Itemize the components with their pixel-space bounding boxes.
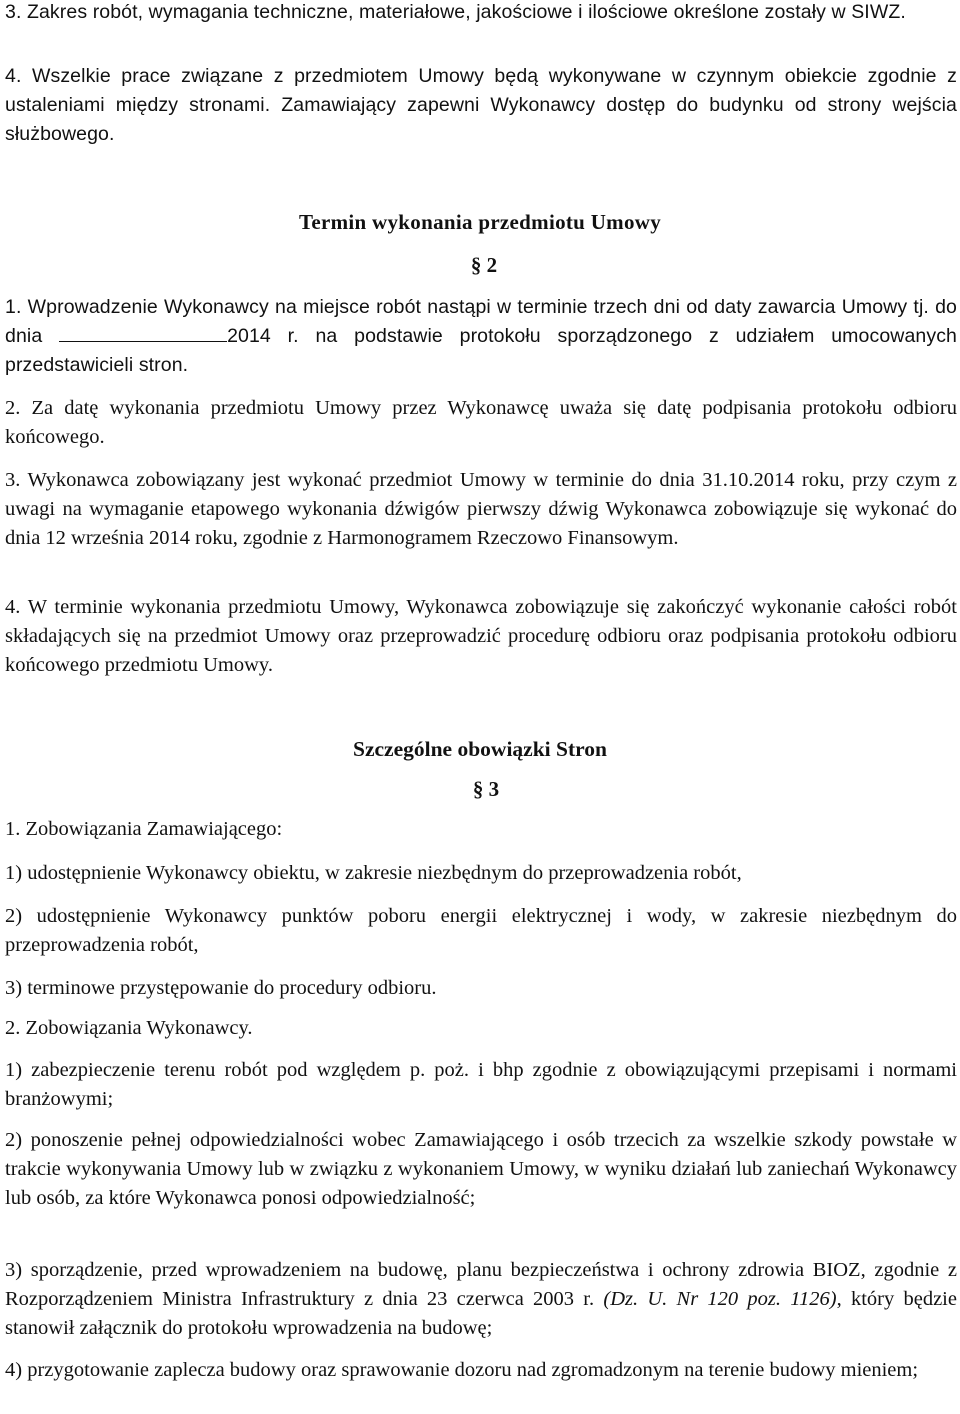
item3-text-before: 3) sporządzenie, przed wprowadzeniem na budowę, planu bezpieczeństwa i ochrony zdrowia BIOZ, zgodnie z Rozporządzeniem Ministra Infrastruktury z dnia 23 czerwca 2003 r. (5, 1259, 957, 1310)
item3-text-after: , który będzie stanowił załącznik do protokołu wprowadzenia na budowę; (5, 1288, 957, 1339)
item3-citation: (Dz. U. Nr 120 poz. 1126) (603, 1288, 837, 1310)
section2-paragraph-1 (5, 293, 957, 380)
wykonawca-item-2: 2) ponoszenie pełnej odpowiedzialności wobec Zamawiającego i osób trzecich za wszelkie szkody powstałe w trakcie wykonywania Umowy lub w związku z wykonaniem Umowy, w wyniku działań lub zaniechań Wykonawcy lub osób, za które Wykonawca ponosi odpowiedzialność; (5, 1129, 957, 1209)
wykonawca-item-1: 1) zabezpieczenie terenu robót pod względem p. poż. i bhp zgodnie z obowiązującymi przepisami i normami branżowymi; (5, 1059, 957, 1110)
section2-paragraph-2: 2. Za datę wykonania przedmiotu Umowy przez Wykonawcę uważa się datę podpisania protokołu odbioru końcowego. (5, 397, 957, 448)
section1-paragraph-4: 4. Wszelkie prace związane z przedmiotem Umowy będą wykonywane w czynnym obiekcie zgodnie z ustaleniami między stronami. Zamawiający zapewni Wykonawcy dostęp do budynku od strony wejścia służbowego. (5, 65, 957, 145)
wykonawca-item-4: 4) przygotowanie zaplecza budowy oraz sprawowanie dozoru nad zgromadzonym na terenie budowy mieniem; (5, 1359, 919, 1381)
zamawiajacy-item-2: 2) udostępnienie Wykonawcy punktów poboru energii elektrycznej i wody, w zakresie niezbędnym do przeprowadzenia robót, (5, 905, 957, 956)
section2-heading: Termin wykonania przedmiotu Umowy (298, 210, 662, 234)
section2-paragraph-4: 4. W terminie wykonania przedmiotu Umowy, Wykonawca zobowiązuje się zakończyć wykonanie całości robót składających się na przedmiot Umowy oraz przeprowadzić procedurę odbioru oraz podpisania protokołu odbioru końcowego przedmiotu Umowy. (5, 596, 957, 676)
section2-paragraph-symbol: § 2 (470, 253, 498, 277)
section2-paragraph-3: 3. Wykonawca zobowiązany jest wykonać przedmiot Umowy w terminie do dnia 31.10.2014 roku, przy czym z uwagi na wymaganie etapowego wykonania dźwigów pierwszy dźwig Wykonawca zobowiązuje się wykonać do dnia 12 września 2014 roku, zgodnie z Harmonogramem Rzeczowo Finansowym. (5, 469, 957, 549)
section2-p1-text-after: 2014 r. na podstawie protokołu sporządzonego z udziałem umocowanych przedstawicieli stron. (5, 325, 957, 376)
wykonawca-title: 2. Zobowiązania Wykonawcy. (5, 1017, 253, 1039)
zamawiajacy-item-1: 1) udostępnienie Wykonawcy obiektu, w zakresie niezbędnym do przeprowadzenia robót, (5, 862, 742, 884)
section1-paragraph-3: 3. Zakres robót, wymagania techniczne, materiałowe, jakościowe i ilościowe określone zostały w SIWZ. (5, 1, 906, 23)
section3-paragraph-symbol: § 3 (472, 777, 500, 801)
date-blank-line (59, 323, 227, 342)
zamawiajacy-title: 1. Zobowiązania Zamawiającego: (5, 818, 283, 840)
zamawiajacy-item-3: 3) terminowe przystępowanie do procedury odbioru. (5, 977, 437, 999)
section2-p1-text-before: 1. Wprowadzenie Wykonawcy na miejsce robót nastąpi w terminie trzech dni od daty zawarcia Umowy tj. do dnia (5, 296, 957, 347)
wykonawca-item-3 (5, 1256, 957, 1343)
section3-heading: Szczególne obowiązki Stron (352, 737, 607, 761)
